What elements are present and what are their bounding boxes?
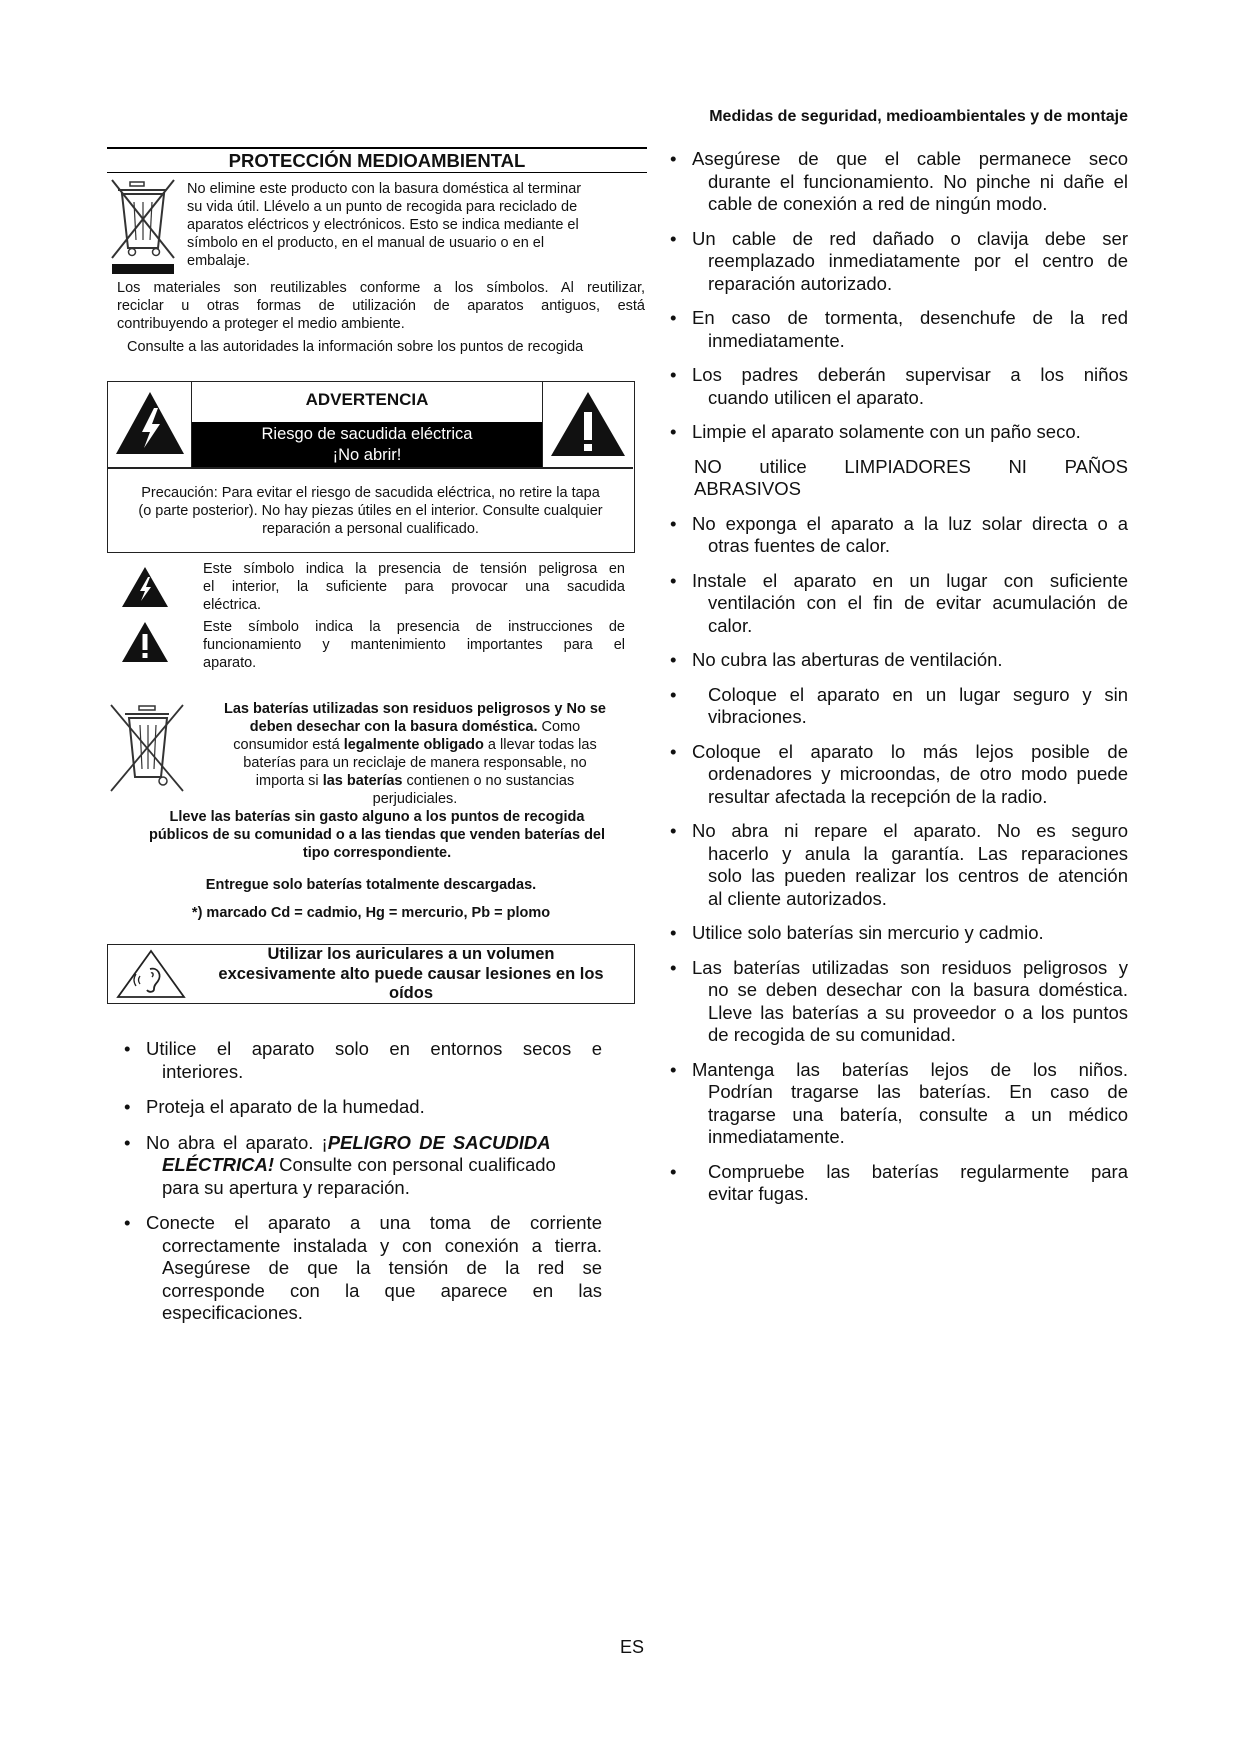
warning-divider bbox=[108, 467, 633, 469]
left-bullet-item bbox=[112, 1212, 602, 1325]
battery-line bbox=[190, 718, 640, 736]
bullet-line: corresponde con la que aparece en las bbox=[162, 1279, 602, 1301]
bullet-dot: • bbox=[670, 1160, 677, 1182]
caution-line: reparación a personal cualificado. bbox=[262, 521, 479, 537]
battery-normal: importa si bbox=[255, 773, 323, 789]
bullet-line: ordenadores y microondas, de otro modo puede bbox=[708, 763, 1128, 784]
battery-normal: contienen o no sustancias bbox=[402, 773, 575, 789]
battery-bold: deben desechar con la basura doméstica. bbox=[249, 719, 538, 735]
env-heading: PROTECCIÓN MEDIOAMBIENTAL bbox=[228, 150, 526, 171]
env-text bbox=[187, 180, 637, 270]
battery-bold: las baterías bbox=[322, 773, 403, 789]
battery-text bbox=[190, 700, 640, 808]
right-bullet-item bbox=[658, 1059, 1128, 1149]
risk-line: Riesgo de sacudida eléctrica bbox=[261, 425, 473, 443]
page-header-title: Medidas de seguridad, medioambientales y de montaje bbox=[709, 108, 1128, 125]
battery-line: perjudiciales. bbox=[372, 791, 458, 807]
bullet-dot: • bbox=[670, 512, 677, 534]
battery-normal: Como bbox=[537, 719, 581, 735]
bullet-dot: • bbox=[670, 364, 677, 385]
battery-line: Las baterías utilizadas son residuos peligrosos y No se bbox=[224, 701, 606, 717]
abrasive-line: ABRASIVOS bbox=[694, 478, 801, 499]
bullet-dot: • bbox=[124, 1038, 131, 1059]
warning-caution bbox=[114, 484, 627, 538]
risk-line: ¡No abrir! bbox=[332, 446, 402, 464]
bring-line: tipo correspondiente. bbox=[302, 845, 452, 861]
left-bullet-item bbox=[112, 1096, 602, 1119]
left-bullet-list bbox=[112, 1038, 602, 1325]
danger-text: ELÉCTRICA! bbox=[162, 1154, 275, 1175]
caution-line: (o parte posterior). No hay piezas útiles en el interior. Consulte cualquier bbox=[138, 503, 603, 519]
bullet-line: Mantenga las baterías lejos de los niños. bbox=[692, 1058, 1128, 1080]
bullet-line: Instale el aparato en un lugar con suficiente bbox=[692, 569, 1128, 591]
symbol-line: funcionamiento y mantenimiento importantes para el bbox=[203, 637, 625, 653]
bullet-line: correctamente instalada y con conexión a tierra. bbox=[162, 1234, 602, 1256]
left-bullet-item bbox=[112, 1038, 602, 1083]
lightning-symbol-text bbox=[203, 560, 625, 614]
bullet-line: Podrían tragarse las baterías. En caso de bbox=[708, 1081, 1128, 1102]
heading-rule-bottom bbox=[107, 172, 647, 173]
warning-risk-band bbox=[192, 422, 542, 467]
bullet-line: vibraciones. bbox=[708, 706, 807, 727]
bullet-line: evitar fugas. bbox=[708, 1183, 809, 1204]
right-bullet-item bbox=[658, 1161, 1128, 1206]
bullet-line: al cliente autorizados. bbox=[708, 887, 887, 909]
bullet-line: Utilice el aparato solo en entornos secos e bbox=[146, 1038, 602, 1059]
exclamation-symbol-icon bbox=[120, 620, 170, 664]
env-line: su vida útil. Llévelo a un punto de recogida para reciclado de bbox=[187, 199, 578, 215]
bullet-line: interiores. bbox=[162, 1060, 244, 1082]
right-bullet-item bbox=[658, 513, 1128, 558]
bullet-line: Las baterías utilizadas son residuos peligrosos y bbox=[692, 956, 1128, 978]
bullet-line: Asegúrese de que el cable permanece seco bbox=[692, 148, 1128, 169]
bullet-line: Los padres deberán supervisar a los niños bbox=[692, 364, 1128, 385]
env-consult: Consulte a las autoridades la información sobre los puntos de recogida bbox=[127, 339, 584, 355]
headphones-line: oídos bbox=[389, 984, 433, 1002]
materials-line: reciclar u otras formas de utilización de aparatos antiguos, está bbox=[117, 298, 645, 314]
bullet-line: para su apertura y reparación. bbox=[162, 1176, 410, 1198]
symbol-line: eléctrica. bbox=[203, 597, 262, 613]
bullet-line: Limpie el aparato solamente con un paño seco. bbox=[692, 421, 1081, 442]
bullet-dot: • bbox=[670, 569, 677, 591]
bullet-line: Consulte con personal cualificado bbox=[274, 1154, 556, 1175]
hearing-warning-icon bbox=[116, 949, 186, 999]
bullet-line: Lleve las baterías a su proveedor o a los puntos bbox=[708, 1001, 1128, 1023]
battery-marking: *) marcado Cd = cadmio, Hg = mercurio, Pb = plomo bbox=[191, 905, 551, 921]
right-bullet-item bbox=[658, 957, 1128, 1047]
warning-title: ADVERTENCIA bbox=[305, 390, 429, 409]
bring-line: públicos de su comunidad o a las tiendas que venden baterías del bbox=[148, 827, 606, 843]
bullet-line: ventilación con el fin de evitar acumulación de bbox=[708, 592, 1128, 613]
battery-bin-icon bbox=[107, 703, 187, 795]
bullet-line: Asegúrese de que la tensión de la red se bbox=[162, 1257, 602, 1278]
bullet-line: Un cable de red dañado o clavija debe ser bbox=[692, 227, 1128, 249]
battery-line: baterías para un reciclaje de manera responsable, no bbox=[243, 755, 587, 771]
bullet-line: hacerlo y anula la garantía. Las reparaciones bbox=[708, 842, 1128, 864]
right-bullet-list bbox=[658, 148, 1128, 1218]
battery-normal: consumidor está bbox=[233, 737, 344, 753]
symbol-line: aparato. bbox=[203, 655, 257, 671]
right-bullet-item bbox=[658, 148, 1128, 216]
lightning-symbol-icon bbox=[120, 565, 170, 609]
right-bullet-item bbox=[658, 228, 1128, 296]
bullet-line: No cubra las aberturas de ventilación. bbox=[692, 649, 1003, 670]
bullet-line: No exponga el aparato a la luz solar directa o a bbox=[692, 512, 1128, 534]
bullet-dot: • bbox=[124, 1096, 131, 1117]
env-line: embalaje. bbox=[187, 253, 250, 269]
bullet-line: solo las pueden realizar los centros de atención bbox=[708, 865, 1128, 886]
bullet-line: cuando utilicen el aparato. bbox=[708, 386, 924, 408]
right-bullet-item bbox=[658, 570, 1128, 638]
env-line: No elimine este producto con la basura doméstica al terminar bbox=[187, 181, 582, 197]
right-bullet-item bbox=[658, 922, 1128, 945]
bullet-line: otras fuentes de calor. bbox=[708, 535, 891, 556]
danger-text: PELIGRO DE SACUDIDA bbox=[327, 1131, 551, 1153]
bullet-line: inmediatamente. bbox=[708, 329, 845, 351]
exclaim-symbol-text bbox=[203, 618, 625, 672]
right-bullet-item bbox=[658, 307, 1128, 352]
materials-line: contribuyendo a proteger el medio ambiente. bbox=[117, 316, 405, 332]
exclaim-cell bbox=[542, 382, 633, 467]
abrasive-line: NO utilice LIMPIADORES NI PAÑOS bbox=[694, 455, 1128, 477]
bullet-dot: • bbox=[670, 307, 677, 328]
bullet-line: de recogida de su comunidad. bbox=[708, 1024, 956, 1045]
crossed-bin-icon bbox=[110, 178, 176, 276]
bullet-dot: • bbox=[124, 1131, 131, 1153]
bullet-line: reemplazado inmediatamente por el centro de bbox=[708, 250, 1128, 271]
headphones-line: excesivamente alto puede causar lesiones en los bbox=[218, 964, 604, 983]
bullet-line: No abra ni repare el aparato. No es seguro bbox=[692, 820, 1128, 841]
battery-line bbox=[190, 772, 640, 790]
headphones-line: Utilizar los auriculares a un volumen bbox=[267, 945, 555, 963]
heading-rule-top bbox=[107, 147, 647, 149]
exclamation-triangle-icon bbox=[543, 382, 634, 467]
bullet-dot: • bbox=[124, 1212, 131, 1233]
battery-bring bbox=[107, 808, 647, 862]
lightning-cell bbox=[108, 382, 192, 467]
bring-line: Lleve las baterías sin gasto alguno a los puntos de recogida bbox=[169, 809, 585, 825]
bullet-line: calor. bbox=[708, 614, 753, 636]
bullet-line: reparación autorizado. bbox=[708, 272, 893, 294]
bullet-dot: • bbox=[670, 148, 677, 169]
bullet-line: durante el funcionamiento. No pinche ni dañe el bbox=[708, 170, 1128, 192]
right-bullet-item bbox=[658, 741, 1128, 809]
bullet-line: tragarse una batería, consulte a un médico bbox=[708, 1103, 1128, 1125]
bullet-line: especificaciones. bbox=[162, 1302, 303, 1323]
env-materials bbox=[117, 279, 645, 333]
right-bullet-item bbox=[658, 364, 1128, 409]
abrasive-note bbox=[658, 456, 1128, 501]
bullet-line: Proteja el aparato de la humedad. bbox=[146, 1096, 425, 1117]
bullet-dot: • bbox=[670, 683, 677, 705]
bullet-line: no se deben desechar con la basura doméstica. bbox=[708, 979, 1128, 1000]
battery-normal: a llevar todas las bbox=[483, 737, 597, 753]
right-bullet-item bbox=[658, 421, 1128, 444]
warning-box bbox=[107, 381, 635, 553]
battery-line bbox=[190, 736, 640, 754]
bullet-line: Coloque el aparato en un lugar seguro y sin bbox=[708, 683, 1128, 705]
bullet-dot: • bbox=[670, 421, 677, 442]
bullet-line: Compruebe las baterías regularmente para bbox=[708, 1160, 1128, 1182]
symbol-line: Este símbolo indica la presencia de tensión peligrosa en bbox=[203, 561, 625, 577]
bullet-line: Conecte el aparato a una toma de corriente bbox=[146, 1212, 602, 1233]
right-bullet-item bbox=[658, 820, 1128, 910]
battery-discharged: Entregue solo baterías totalmente descargadas. bbox=[205, 877, 537, 893]
bullet-dot: • bbox=[670, 1058, 677, 1080]
headphones-warning-box bbox=[107, 944, 635, 1004]
symbol-line: Este símbolo indica la presencia de instrucciones de bbox=[203, 619, 625, 635]
bullet-dot: • bbox=[670, 922, 677, 943]
bullet-line: No abra el aparato. ¡ bbox=[146, 1131, 328, 1153]
bullet-line: Coloque el aparato lo más lejos posible de bbox=[692, 740, 1128, 762]
bullet-dot: • bbox=[670, 740, 677, 762]
bullet-line: cable de conexión a red de ningún modo. bbox=[708, 193, 1048, 214]
caution-line: Precaución: Para evitar el riesgo de sacudida eléctrica, no retire la tapa bbox=[141, 485, 600, 501]
battery-bold: legalmente obligado bbox=[343, 737, 484, 753]
right-bullet-item bbox=[658, 649, 1128, 672]
headphones-text bbox=[193, 945, 629, 1004]
left-bullet-item bbox=[112, 1132, 602, 1200]
bullet-dot: • bbox=[670, 820, 677, 841]
bullet-dot: • bbox=[670, 956, 677, 978]
symbol-line: el interior, la suficiente para provocar una sacudida bbox=[203, 579, 625, 595]
bullet-line: resultar afectada la recepción de la radio. bbox=[708, 785, 1048, 807]
bullet-dot: • bbox=[670, 227, 677, 249]
bullet-line: En caso de tormenta, desenchufe de la red bbox=[692, 307, 1128, 328]
bullet-line: inmediatamente. bbox=[708, 1126, 845, 1147]
bullet-line: Utilice solo baterías sin mercurio y cadmio. bbox=[692, 922, 1044, 943]
env-line: símbolo en el producto, en el manual de usuario o en el bbox=[187, 235, 545, 251]
lightning-triangle-icon bbox=[108, 382, 192, 467]
page-label: ES bbox=[620, 1637, 645, 1657]
bullet-dot: • bbox=[670, 649, 677, 670]
right-bullet-item bbox=[658, 684, 1128, 729]
materials-line: Los materiales son reutilizables conforme a los símbolos. Al reutilizar, bbox=[117, 280, 645, 296]
env-line: aparatos eléctricos y electrónicos. Esto se indica mediante el bbox=[187, 217, 579, 233]
